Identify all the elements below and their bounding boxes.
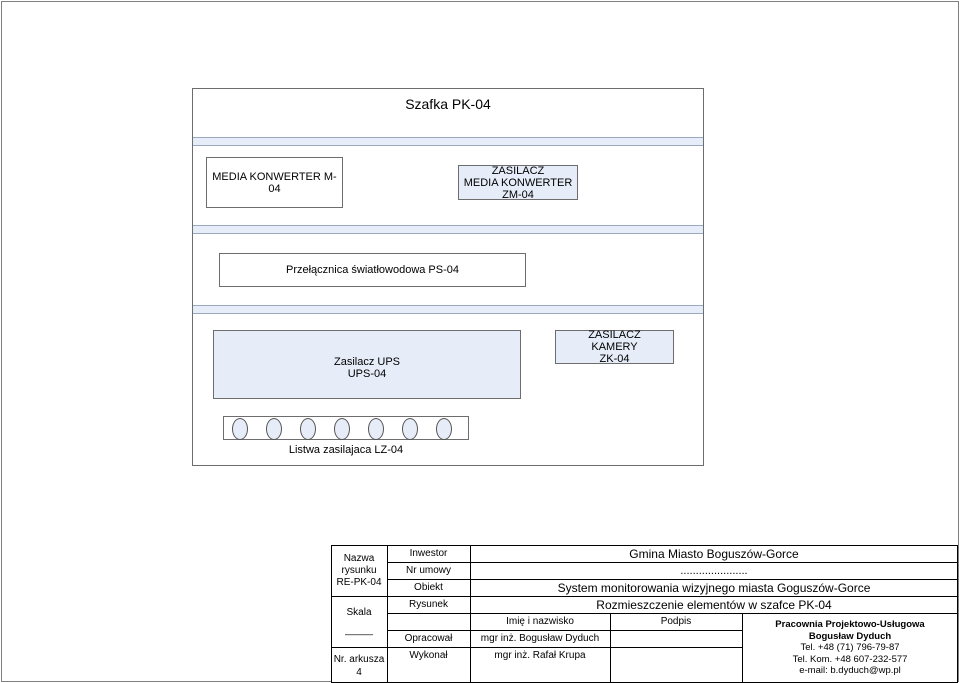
mounting-rail	[193, 305, 703, 314]
psu-camera-line-1: ZASILACZ	[588, 329, 641, 341]
name-header: Imię i nazwisko	[506, 616, 574, 627]
drawing-name-label-2: rysunku	[341, 564, 377, 576]
company-mobile: Tel. Kom. +48 607-232-577	[792, 653, 908, 665]
mounting-rail	[193, 225, 703, 234]
fiber-patch-panel-label: Przełącznica światłowodowa PS-04	[285, 264, 460, 276]
prepared-label: Opracował	[404, 633, 453, 644]
socket-icon	[402, 418, 418, 440]
sheet-label: Nr. arkusza	[333, 653, 385, 665]
psu-media-line-3: ZM-04	[502, 188, 534, 201]
media-converter-label: MEDIA KONWERTER M-04	[212, 170, 337, 195]
psu-media-line-2: MEDIA KONWERTER	[463, 176, 573, 189]
executed-value: mgr inż. Rafał Krupa	[494, 650, 586, 661]
signature-header: Podpis	[660, 616, 692, 627]
object-label: Obiekt	[414, 582, 443, 593]
contract-label: Nr umowy	[405, 565, 451, 576]
scale-value: _____	[345, 625, 373, 636]
ups-line-1: Zasilacz UPS	[333, 356, 401, 368]
investor-value: Gmina Miasto Boguszów-Gorce	[629, 546, 799, 561]
psu-camera-line-2: KAMERY	[591, 341, 638, 353]
power-strip	[223, 416, 469, 440]
sheet-cell	[331, 648, 387, 683]
company-block	[742, 613, 958, 683]
psu-camera-line-3: ZK-04	[599, 353, 630, 365]
psu-camera-box	[555, 330, 674, 364]
socket-icon	[334, 418, 350, 440]
company-name: Pracownia Projektowo-Usługowa	[775, 619, 925, 631]
scale-label: Skala	[346, 607, 372, 618]
drawing-name-label-1: Nazwa	[343, 552, 375, 564]
sheet-value: 4	[356, 666, 362, 678]
psu-media-line-1: ZASILACZ	[491, 164, 545, 177]
drawing-name-cell	[331, 545, 387, 596]
power-strip-label: Listwa zasilajaca LZ-04	[288, 444, 404, 456]
company-tel: Tel. +48 (71) 796-79-87	[800, 642, 900, 654]
socket-icon	[300, 418, 316, 440]
socket-icon	[232, 418, 248, 440]
executed-label: Wykonał	[409, 650, 448, 661]
scale-cell	[331, 597, 387, 647]
object-value: System monitorowania wizyjnego miasta Goguszów-Gorce	[557, 580, 871, 595]
ups-box	[213, 330, 521, 399]
drawing-name-value: RE-PK-04	[336, 576, 382, 588]
drawing-value: Rozmieszczenie elementów w szafce PK-04	[596, 597, 832, 612]
cabinet-title: Szafka PK-04	[405, 96, 491, 112]
media-converter-box	[206, 157, 343, 208]
prepared-value: mgr inż. Bogusław Dyduch	[480, 633, 600, 644]
psu-media-converter-box	[458, 165, 578, 200]
socket-icon	[266, 418, 282, 440]
fiber-patch-panel-box	[219, 253, 526, 287]
socket-icon	[436, 418, 452, 440]
drawing-label: Rysunek	[409, 599, 448, 610]
mounting-rail	[193, 137, 703, 146]
company-email: e-mail: b.dyduch@wp.pl	[799, 665, 901, 677]
company-person: Bogusław Dyduch	[808, 630, 892, 642]
socket-icon	[368, 418, 384, 440]
contract-value: ......................	[680, 564, 748, 577]
investor-label: Inwestor	[409, 548, 448, 559]
ups-line-2: UPS-04	[347, 368, 387, 380]
